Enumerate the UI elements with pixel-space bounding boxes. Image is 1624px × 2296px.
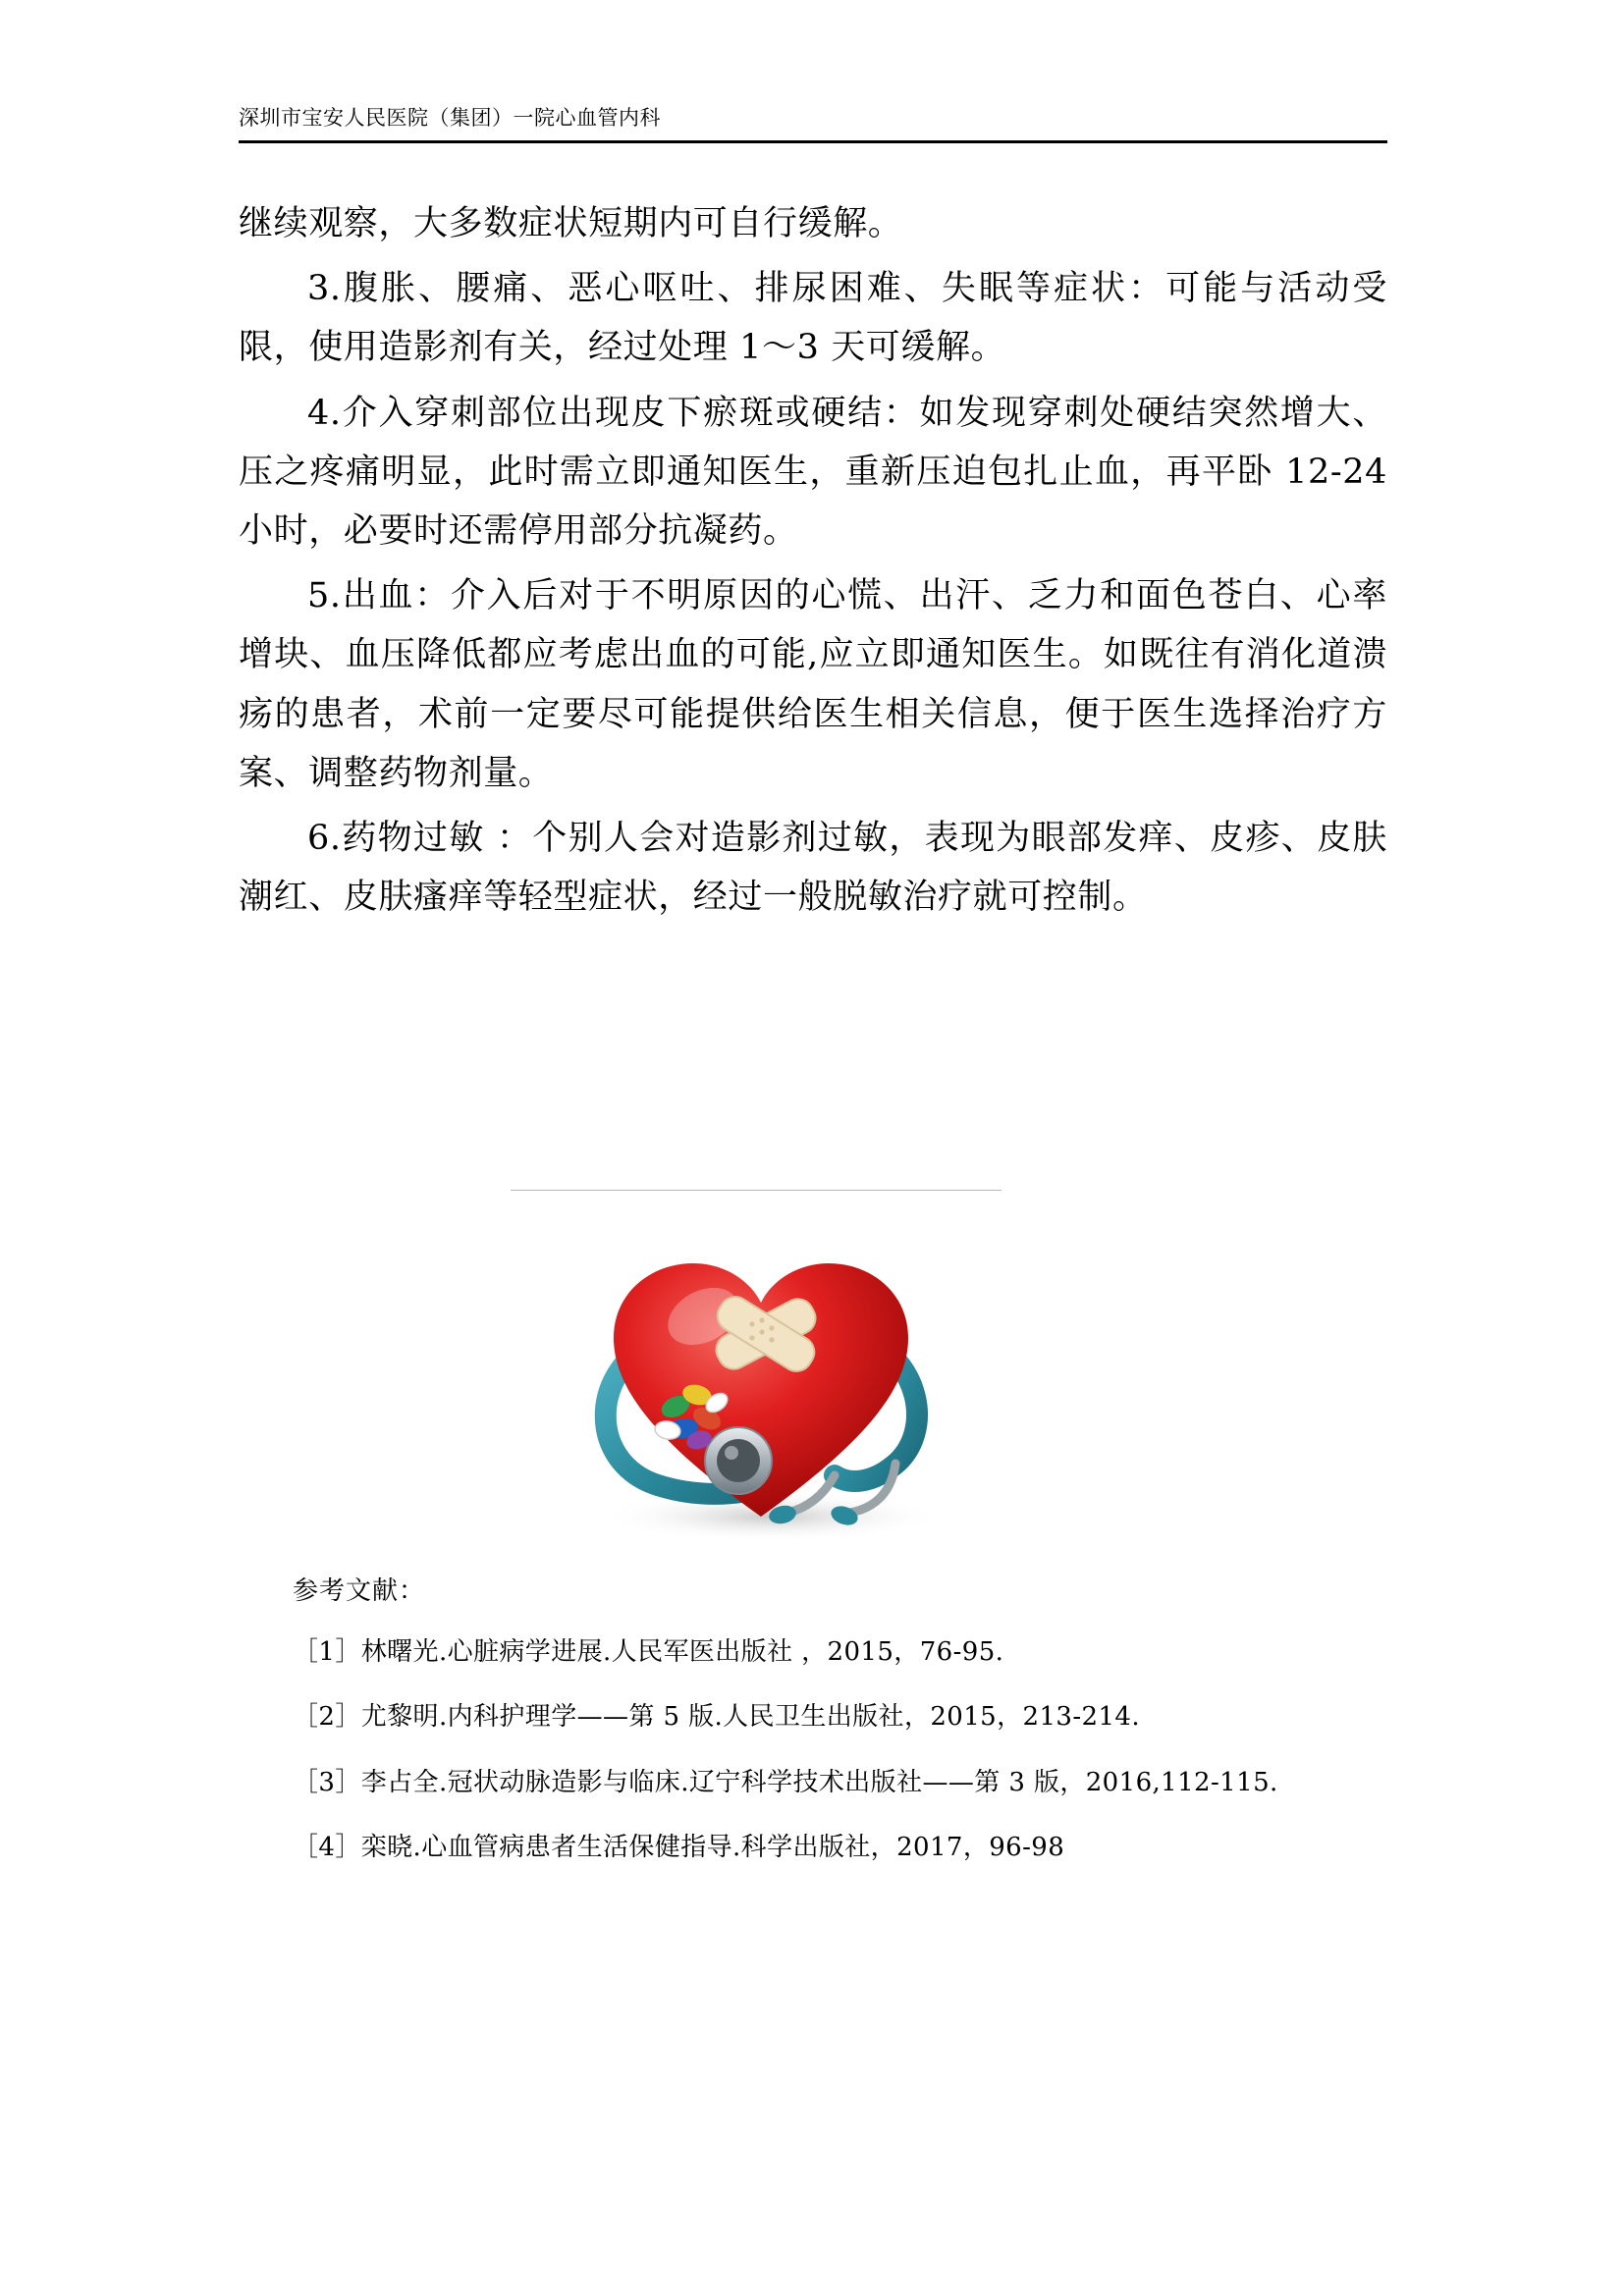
reference-item-1: ［1］林曙光.心脏病学进展.人民军医出版社 ，2015，76-95. (293, 1637, 1004, 1667)
heart-stethoscope-icon (511, 1222, 1021, 1546)
header-divider (239, 140, 1387, 143)
medical-illustration (511, 1222, 1021, 1546)
paragraph-3: 5.出血：介入后对于不明原因的心慌、出汗、乏力和面色苍白、心率增块、血压降低都应考虑出血的可能,应立即通知医生。如既往有消化道溃疡的患者，术前一定要尽可能提供给医生相关信息，便于医生选择治疗方案、调整药物剂量。 (239, 576, 1387, 793)
document-body (239, 194, 1387, 933)
reference-item-3: ［3］李占全.冠状动脉造影与临床.辽宁科学技术出版社——第 3 版，2016,112-115. (293, 1767, 1278, 1797)
paragraph-1: 3.腹胀、腰痛、恶心呕吐、排尿困难、失眠等症状：可能与活动受限，使用造影剂有关，经过处理 1～3 天可缓解。 (239, 269, 1387, 368)
stethoscope-chestpiece (705, 1427, 772, 1494)
paragraph-2: 4.介入穿刺部位出现皮下瘀斑或硬结：如发现穿刺处硬结突然增大、压之疼痛明显，此时需立即通知医生，重新压迫包扎止血，再平卧 12-24 小时，必要时还需停用部分抗凝药。 (239, 393, 1387, 551)
paragraph-0: 继续观察，大多数症状短期内可自行缓解。 (239, 204, 903, 243)
paragraph-4: 6.药物过敏 ：个别人会对造影剂过敏，表现为眼部发痒、皮疹、皮肤潮红、皮肤瘙痒等轻型症状，经过一般脱敏治疗就可控制。 (239, 818, 1387, 918)
page-header (239, 106, 1387, 143)
references-section (239, 1571, 1387, 1893)
institution-name: 深圳市宝安人民医院（集团）一院心血管内科 (239, 106, 661, 130)
figure-divider (511, 1190, 1001, 1191)
reference-item-2: ［2］尤黎明.内科护理学——第 5 版.人民卫生出版社，2015，213-214. (293, 1702, 1141, 1733)
references-title: 参考文献： (293, 1576, 426, 1606)
reference-item-4: ［4］栾晓.心血管病患者生活保健指导.科学出版社，2017，96-98 (293, 1832, 1065, 1862)
